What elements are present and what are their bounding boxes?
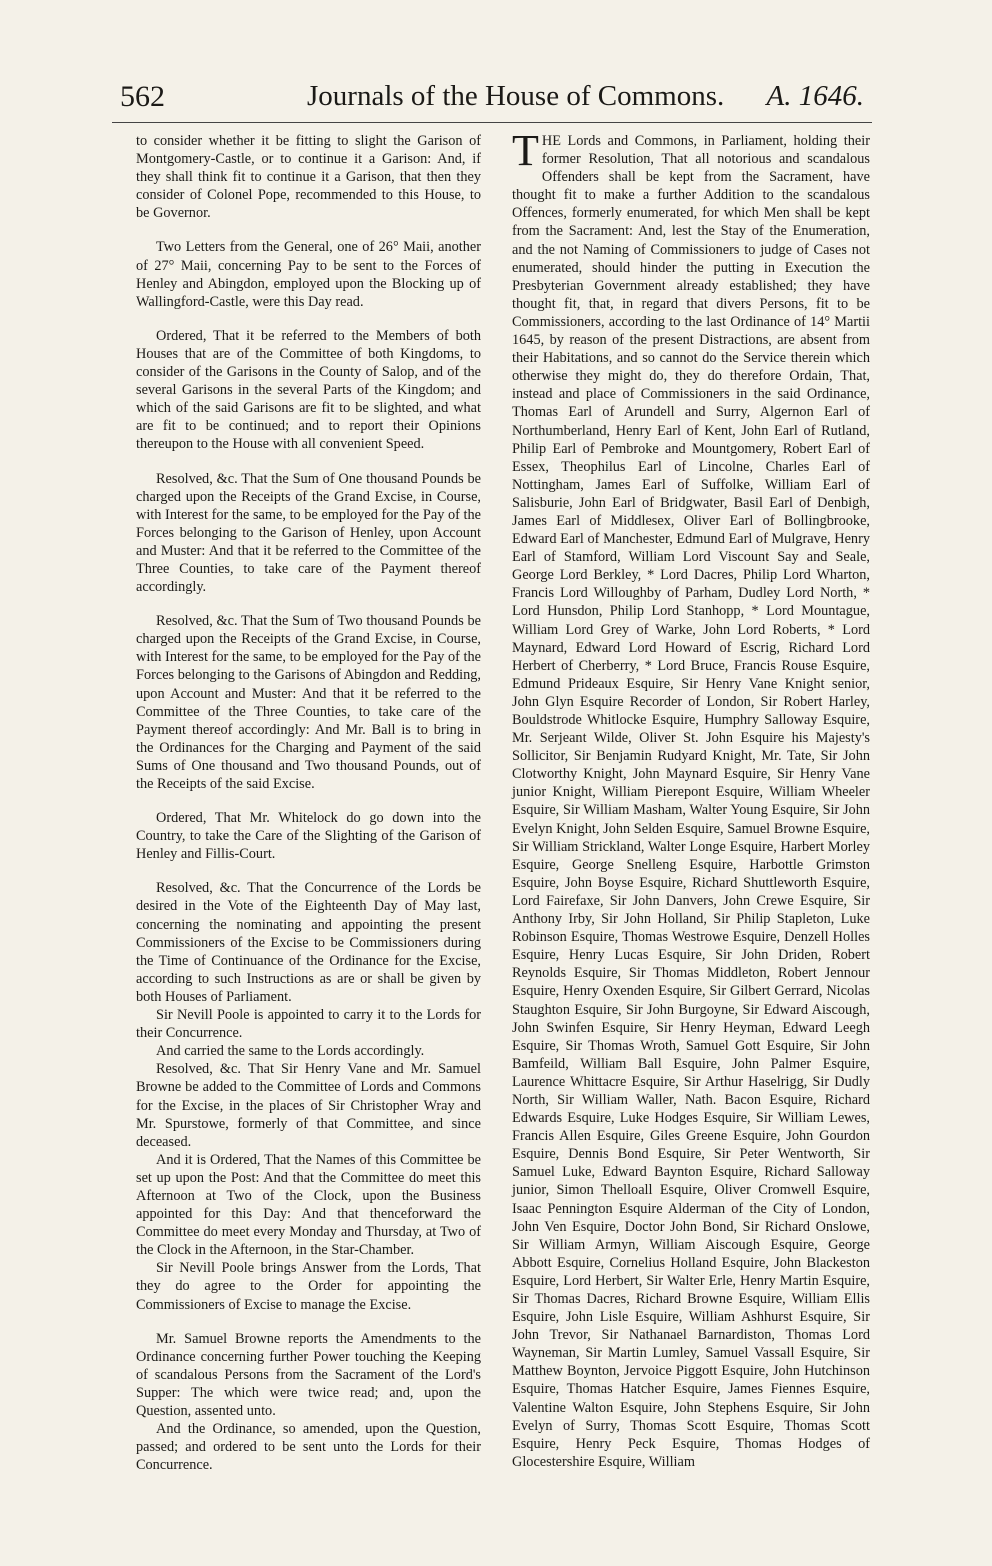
paragraph: And carried the same to the Lords accordingly. (156, 1043, 425, 1060)
paragraph: Resolved, &c. That the Sum of One thousand Pounds be charged upon the Receipts of the Grand Excise, in Course, with Interest for the same, to be employed for the Pay of the Forces belonging to the Garison of Henley, upon Account and Muster: And that it be referred to the Committee of the Three Counties, to take care of the Payment thereof accordingly. (136, 470, 481, 596)
paragraph: Sir Nevill Poole is appointed to carry it to the Lords for their Concurrence. (136, 1007, 481, 1042)
paragraph: Ordered, That Mr. Whitelock do go down into the Country, to take the Care of the Slighting of the Garison of Henley and Fillis-Court. (136, 810, 481, 863)
right-column (512, 126, 870, 1471)
paragraph: Ordered, That it be referred to the Members of both Houses that are of the Committee of both Kingdoms, to consider of the Garisons in the County of Salop, and of the several Garisons in the several Parts of the Kingdom; and which of the said Garisons are fit to be slighted, and what are fit to be continued; and to report their Opinions thereupon to the House with all convenient Speed. (136, 327, 481, 453)
paragraph: Resolved, &c. That Sir Henry Vane and Mr. Samuel Browne be added to the Committee of Lords and Commons for the Excise, in the places of Sir Christopher Wray and Mr. Spurstowe, formerly of that Committee, and since deceased. (136, 1061, 481, 1150)
ordinance-text: HE Lords and Commons, in Parliament, holding their former Resolution, That all notorious and scandalous Offenders shall be kept from the Sacrament, have thought fit to make a further Addition to the scandalous Offences, formerly enumerated, for which Men shall be kept from the Sacrament: And, lest the Stay of the Enumeration, and the not Naming of Commissioners to judge of Cases not enumerated, should hinder the putting in Execution the Presbyterian Government already established; they have thought fit, that, in regard that divers Persons, fit to be Commissioners, according to the last Ordinance of 14° Martii 1645, by reason of the present Distractions, are absent from their Habitations, and so cannot do the Service therein which otherwise they might do, they do therefore Ordain, That, instead and place of Commissioners in the said Ordinance, Thomas Earl of Arundell and Surry, Algernon Earl of Northumberland, Henry Earl of Kent, John Earl of Rutland, Philip Earl of Pembroke and Mountgomery, Robert Earl of Essex, Theophilus Earl of Lincolne, Charles Earl of Nottingham, James Earl of Suffolke, William Earl of Salisburie, John Earl of Bridgwater, Basil Earl of Denbigh, James Earl of Middlesex, Oliver Earl of Bollingbrooke, Edward Earl of Manchester, Edmund Earl of Mulgrave, Henry Earl of Stamford, William Lord Viscount Say and Seale, George Lord Berkley, * Lord Dacres, Philip Lord Wharton, Francis Lord Willoughby of Parham, Dudley Lord North, * Lord Hunsdon, Philip Lord Stanhopp, * Lord Mountague, William Lord Grey of Warke, John Lord Roberts, * Lord Maynard, Edward Lord Howard of Escrig, Richard Lord Herbert of Cherberry, * Lord Bruce, Francis Rouse Esquire, Edmund Prideaux Esquire, Sir Henry Vane Knight senior, John Glyn Esquire Recorder of London, Sir Robert Harley, Bouldstrode Whitlocke Esquire, Humphry Salloway Esquire, Mr. Serjeant Wilde, Oliver St. John Esquire his Majesty's Sollicitor, Sir Benjamin Rudyard Knight, Mr. Tate, Sir John Clotworthy Knight, John Maynard Esquire, Sir Henry Vane junior Knight, William Pierepont Esquire, William Wheeler Esquire, Sir William Masham, Walter Young Esquire, Sir John Evelyn Knight, John Selden Esquire, Samuel Browne Esquire, Sir William Strickland, Walter Longe Esquire, Harbert Morley Esquire, George Snelleng Esquire, Harbottle Grimston Esquire, John Boyse Esquire, Richard Shuttleworth Esquire, Lord Fairefaxe, Sir John Danvers, John Crewe Esquire, Sir Anthony Irby, Sir John Holland, Sir Philip Stapleton, Luke Robinson Esquire, Thomas Westrowe Esquire, Denzell Holles Esquire, Henry Lucas Esquire, Sir John Driden, Robert Reynolds Esquire, Sir Thomas Middleton, Robert Jennour Esquire, Henry Oxenden Esquire, Sir Gilbert Gerrard, Nicolas Staughton Esquire, Sir John Burgoyne, Sir Edward Aiscough, John Swinfen Esquire, Sir Henry Heyman, Edward Leegh Esquire, Sir Thomas Wroth, Samuel Gott Esquire, Sir John Bamfeild, William Ball Esquire, John Palmer Esquire, Laurence Whittacre Esquire, Sir Arthur Haselrigg, Sir Dudly North, Sir William Waller, Nath. Bacon Esquire, Richard Edwards Esquire, Luke Hodges Esquire, Sir William Lewes, Francis Allen Esquire, Giles Greene Esquire, John Gourdon Esquire, Dennis Bond Esquire, Sir Peter Wentworth, Sir Samuel Luke, Edward Baynton Esquire, Richard Salloway junior, Simon Thelloall Esquire, Oliver Cromwell Esquire, Isaac Pennington Esquire Alderman of the City of London, John Ven Esquire, Doctor John Bond, Sir Richard Onslowe, Sir William Armyn, William Aiscough Esquire, George Abbott Esquire, Cornelius Holland Esquire, John Blackeston Esquire, Lord Herbert, Sir Walter Erle, Henry Martin Esquire, Sir Thomas Dacres, Richard Browne Esquire, William Ellis Esquire, John Lisle Esquire, William Ashhurst Esquire, Sir John Trevor, Sir Nathanael Barnardiston, Thomas Lord Wayneman, Sir Martin Lumley, Samuel Vassall Esquire, Sir Matthew Boynton, Jervoice Piggott Esquire, John Hutchinson Esquire, Thomas Hatcher Esquire, James Fiennes Esquire, Valentine Walton Esquire, John Stephens Esquire, Sir John Evelyn of Surry, Thomas Scott Esquire, Thomas Scott Esquire, Henry Peck Esquire, Thomas Hodges of Glocestershire Esquire, William (512, 133, 870, 1470)
paragraph: to consider whether it be fitting to slight the Garison of Montgomery-Castle, or to continue it a Garison: And, if they shall think fit to continue it a Garison, that then they consider of Colonel Pope, recommended to this House, to be Governor. (136, 133, 481, 222)
year-label: A. 1646. (766, 80, 864, 112)
paragraph: Resolved, &c. That the Concurrence of the Lords be desired in the Vote of the Eighteenth Day of May last, concerning the nominating and appointing the present Commissioners of the Excise to be Commissioners during the Time of Continuance of the Ordinance for the Excise, according to such Instructions as are or shall be given by both Houses of Parliament. (136, 880, 481, 1005)
drop-cap: T (512, 126, 539, 175)
paragraph: And it is Ordered, That the Names of this Committee be set up upon the Post: And that the Committee do meet this Afternoon at Two of the Clock, upon the Business appointed for this Day: And that thenceforward the Committee do meet every Monday and Thursday, at Two of the Clock in the Afternoon, in the Star-Chamber. (136, 1151, 481, 1259)
page-header (112, 74, 872, 123)
paragraph: Two Letters from the General, one of 26° Maii, another of 27° Maii, concerning Pay to be sent to the Forces of Henley and Abingdon, employed upon the Blocking up of Wallingford-Castle, were this Day read. (136, 239, 481, 310)
page-number: 562 (120, 80, 165, 113)
paragraph: Resolved, &c. That the Sum of Two thousand Pounds be charged upon the Receipts of the Grand Excise, in Course, with Interest for the same, to be employed for the Pay of the Forces belonging to the Garisons of Abingdon and Redding, upon Account and Muster: And that it be referred to the Committee of the Three Counties, to take care of the Payment thereof accordingly: And Mr. Ball is to bring in the Ordinances for the Charging and Payment of the said Sums of One thousand and Two thousand Pounds, out of the Receipts of the said Excise. (136, 613, 481, 792)
ordinance-paragraph (512, 126, 870, 1471)
left-column (136, 132, 481, 1474)
paragraph: Sir Nevill Poole brings Answer from the Lords, That they do agree to the Order for appointing the Commissioners of Excise to manage the Excise. (136, 1260, 481, 1313)
paragraph: And the Ordinance, so amended, upon the Question, passed; and ordered to be sent unto the Lords for their Concurrence. (136, 1421, 481, 1474)
paragraph: Mr. Samuel Browne reports the Amendments to the Ordinance concerning further Power touching the Keeping of scandalous Persons from the Sacrament of the Lord's Supper: The which were twice read; and, upon the Question, assented unto. (136, 1330, 481, 1419)
running-title: Journals of the House of Commons. (307, 80, 725, 112)
